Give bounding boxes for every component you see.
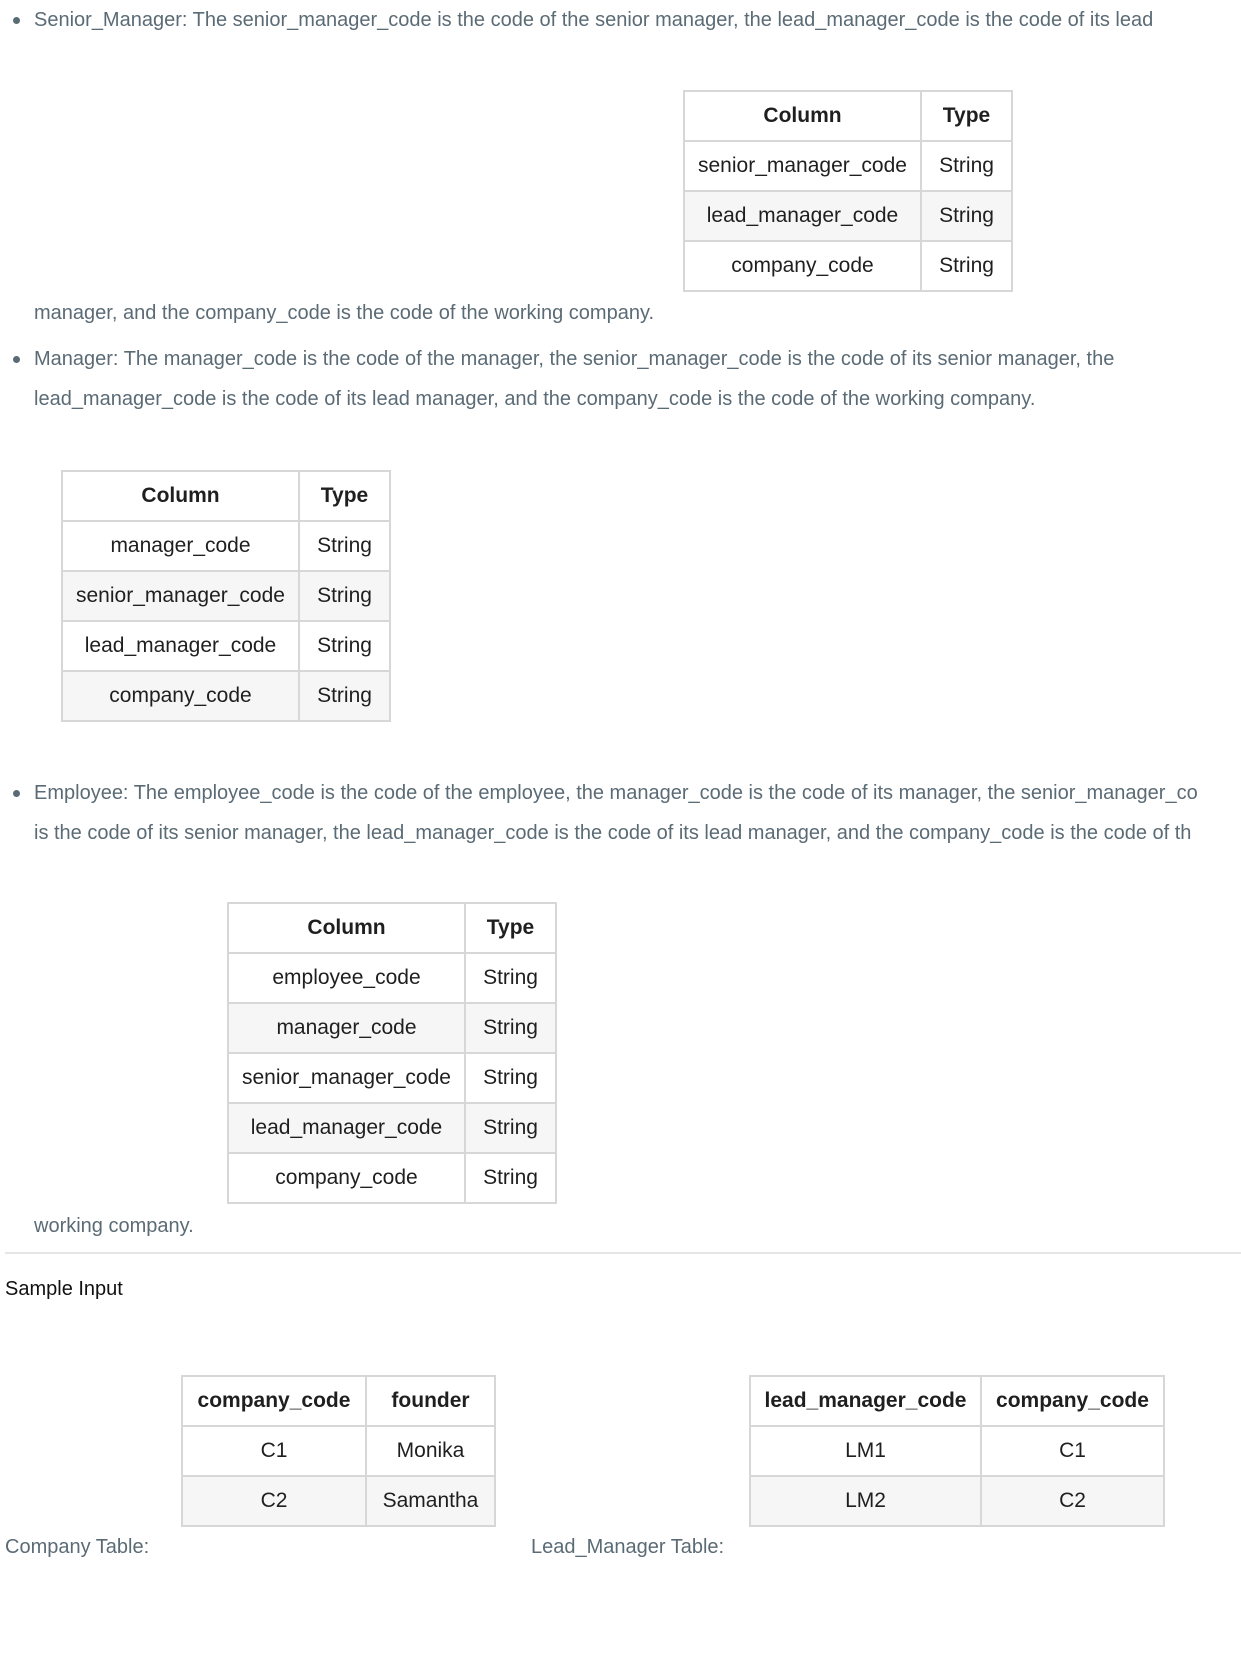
manager-table — [61, 470, 391, 722]
column-header: Column — [684, 91, 921, 141]
employee-table — [227, 902, 557, 1204]
table-cell: LM1 — [750, 1426, 981, 1476]
table-cell: String — [921, 191, 1012, 241]
table-cell: company_code — [62, 671, 299, 721]
table-cell: String — [299, 521, 390, 571]
table-cell: senior_manager_code — [62, 571, 299, 621]
table-cell: String — [465, 953, 556, 1003]
table-cell: lead_manager_code — [228, 1103, 465, 1153]
bullet-senior-manager — [13, 17, 20, 24]
table-cell: senior_manager_code — [228, 1053, 465, 1103]
table-cell: String — [465, 1053, 556, 1103]
employee-desc-line3: working company. — [34, 1215, 194, 1237]
table-row — [182, 1476, 495, 1526]
table-row — [182, 1426, 495, 1476]
table-row — [228, 953, 556, 1003]
table-cell: Monika — [366, 1426, 495, 1476]
table-cell: C1 — [182, 1426, 366, 1476]
table-row — [228, 1103, 556, 1153]
lead-manager-table-caption: Lead_Manager Table: — [531, 1536, 725, 1558]
table-row — [684, 141, 1012, 191]
manager-desc-line2: lead_manager_code is the code of its lead manager, and the company_code is the code of the working company. — [34, 388, 1036, 410]
lead-manager-table — [749, 1375, 1165, 1527]
founder-header: founder — [366, 1376, 495, 1426]
company-code-header: company_code — [981, 1376, 1164, 1426]
company-table — [181, 1375, 496, 1527]
table-cell: String — [465, 1103, 556, 1153]
table-row — [750, 1476, 1164, 1526]
table-header-row — [62, 471, 390, 521]
column-header: Column — [228, 903, 465, 953]
table-cell: senior_manager_code — [684, 141, 921, 191]
table-row — [684, 241, 1012, 291]
employee-desc-line1: Employee: The employee_code is the code of the employee, the manager_code is the code of its manager, the senior_manager_co — [34, 782, 1198, 804]
table-cell: String — [921, 241, 1012, 291]
table-cell: lead_manager_code — [684, 191, 921, 241]
bullet-employee — [13, 790, 20, 797]
table-cell: String — [299, 621, 390, 671]
table-cell: company_code — [228, 1153, 465, 1203]
table-cell: String — [299, 671, 390, 721]
table-row — [62, 621, 390, 671]
table-cell: C2 — [182, 1476, 366, 1526]
table-row — [62, 671, 390, 721]
table-cell: Samantha — [366, 1476, 495, 1526]
lead-manager-code-header: lead_manager_code — [750, 1376, 981, 1426]
table-row — [228, 1153, 556, 1203]
table-cell: company_code — [684, 241, 921, 291]
table-cell: LM2 — [750, 1476, 981, 1526]
table-header-row — [182, 1376, 495, 1426]
table-cell: lead_manager_code — [62, 621, 299, 671]
sample-input-heading: Sample Input — [5, 1278, 123, 1300]
table-cell: String — [465, 1153, 556, 1203]
table-row — [62, 521, 390, 571]
column-header: Column — [62, 471, 299, 521]
section-divider — [5, 1252, 1241, 1254]
table-header-row — [228, 903, 556, 953]
table-cell: C2 — [981, 1476, 1164, 1526]
company-code-header: company_code — [182, 1376, 366, 1426]
table-row — [228, 1003, 556, 1053]
type-header: Type — [299, 471, 390, 521]
senior-manager-desc-line2: manager, and the company_code is the code of the working company. — [34, 302, 655, 324]
table-cell: manager_code — [228, 1003, 465, 1053]
table-cell: manager_code — [62, 521, 299, 571]
table-row — [750, 1426, 1164, 1476]
type-header: Type — [465, 903, 556, 953]
manager-desc-line1: Manager: The manager_code is the code of the manager, the senior_manager_code is the code of its senior manager, the — [34, 348, 1115, 370]
bullet-manager — [13, 356, 20, 363]
table-header-row — [684, 91, 1012, 141]
table-cell: String — [299, 571, 390, 621]
table-row — [228, 1053, 556, 1103]
table-row — [62, 571, 390, 621]
table-row — [684, 191, 1012, 241]
table-cell: employee_code — [228, 953, 465, 1003]
table-cell: String — [921, 141, 1012, 191]
table-header-row — [750, 1376, 1164, 1426]
table-cell: C1 — [981, 1426, 1164, 1476]
table-cell: String — [465, 1003, 556, 1053]
senior-manager-table — [683, 90, 1013, 292]
employee-desc-line2: is the code of its senior manager, the lead_manager_code is the code of its lead manager, and the company_code is the code of th — [34, 822, 1192, 844]
type-header: Type — [921, 91, 1012, 141]
company-table-caption: Company Table: — [5, 1536, 150, 1558]
senior-manager-desc-line1: Senior_Manager: The senior_manager_code is the code of the senior manager, the lead_manager_code is the code of its lead — [34, 9, 1154, 31]
